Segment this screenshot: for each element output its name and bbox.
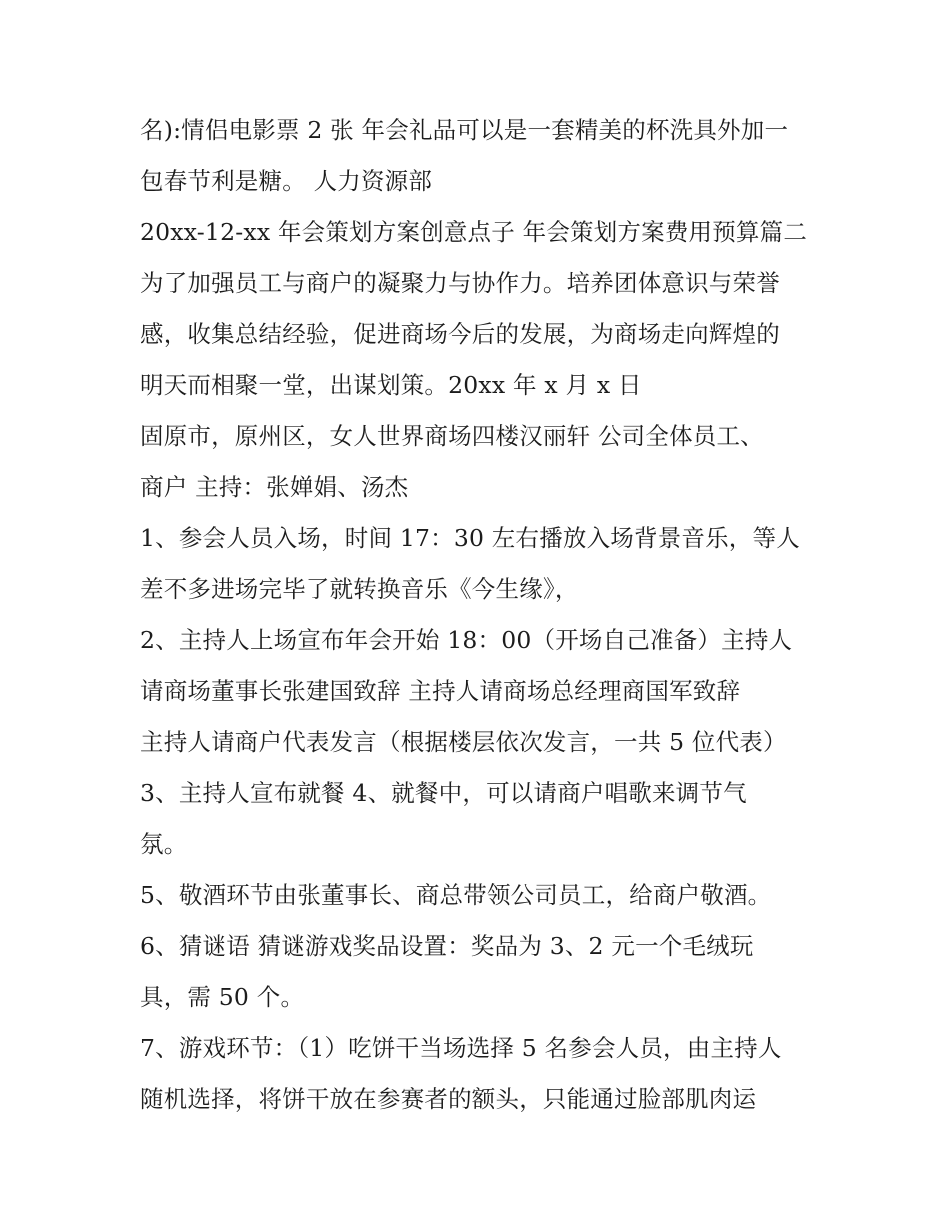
text-line-17: 6、猜谜语 猜谜游戏奖品设置：奖品为 3、2 元一个毛绒玩 xyxy=(140,932,754,960)
text-line-20: 随机选择，将饼干放在参赛者的额头，只能通过脸部肌肉运 xyxy=(140,1085,757,1113)
text-line-3: 20xx-12-xx 年会策划方案创意点子 年会策划方案费用预算篇二 xyxy=(140,218,808,246)
text-line-6: 明天而相聚一堂，出谋划策。20xx 年 x 月 x 日 xyxy=(140,371,642,399)
text-line-15: 氛。 xyxy=(140,830,188,858)
text-line-12: 请商场董事长张建国致辞 主持人请商场总经理商国军致辞 xyxy=(140,677,741,705)
text-line-2: 包春节利是糖。 人力资源部 xyxy=(140,167,433,195)
text-line-13: 主持人请商户代表发言（根据楼层依次发言，一共 5 位代表） xyxy=(140,728,787,756)
text-line-4: 为了加强员工与商户的凝聚力与协作力。培养团体意识与荣誉 xyxy=(140,269,780,297)
text-line-7: 固原市，原州区，女人世界商场四楼汉丽轩 公司全体员工、 xyxy=(140,422,764,450)
text-line-9: 1、参会人员入场，时间 17：30 左右播放入场背景音乐，等人 xyxy=(140,524,800,552)
text-line-14: 3、主持人宣布就餐 4、就餐中，可以请商户唱歌来调节气 xyxy=(140,779,747,807)
document-body xyxy=(140,105,840,1125)
text-line-8: 商户 主持：张婵娟、汤杰 xyxy=(140,473,409,501)
text-line-11: 2、主持人上场宣布年会开始 18：00（开场自己准备）主持人 xyxy=(140,626,793,654)
text-line-1: 名):情侣电影票 2 张 年会礼品可以是一套精美的杯洗具外加一 xyxy=(140,116,789,144)
text-line-5: 感，收集总结经验，促进商场今后的发展，为商场走向辉煌的 xyxy=(140,320,780,348)
text-line-18: 具，需 50 个。 xyxy=(140,983,305,1011)
text-line-19: 7、游戏环节：（1）吃饼干当场选择 5 名参会人员，由主持人 xyxy=(140,1034,782,1062)
text-line-10: 差不多进场完毕了就转换音乐《今生缘》， xyxy=(140,575,579,603)
text-line-16: 5、敬酒环节由张董事长、商总带领公司员工，给商户敬酒。 xyxy=(140,881,772,909)
